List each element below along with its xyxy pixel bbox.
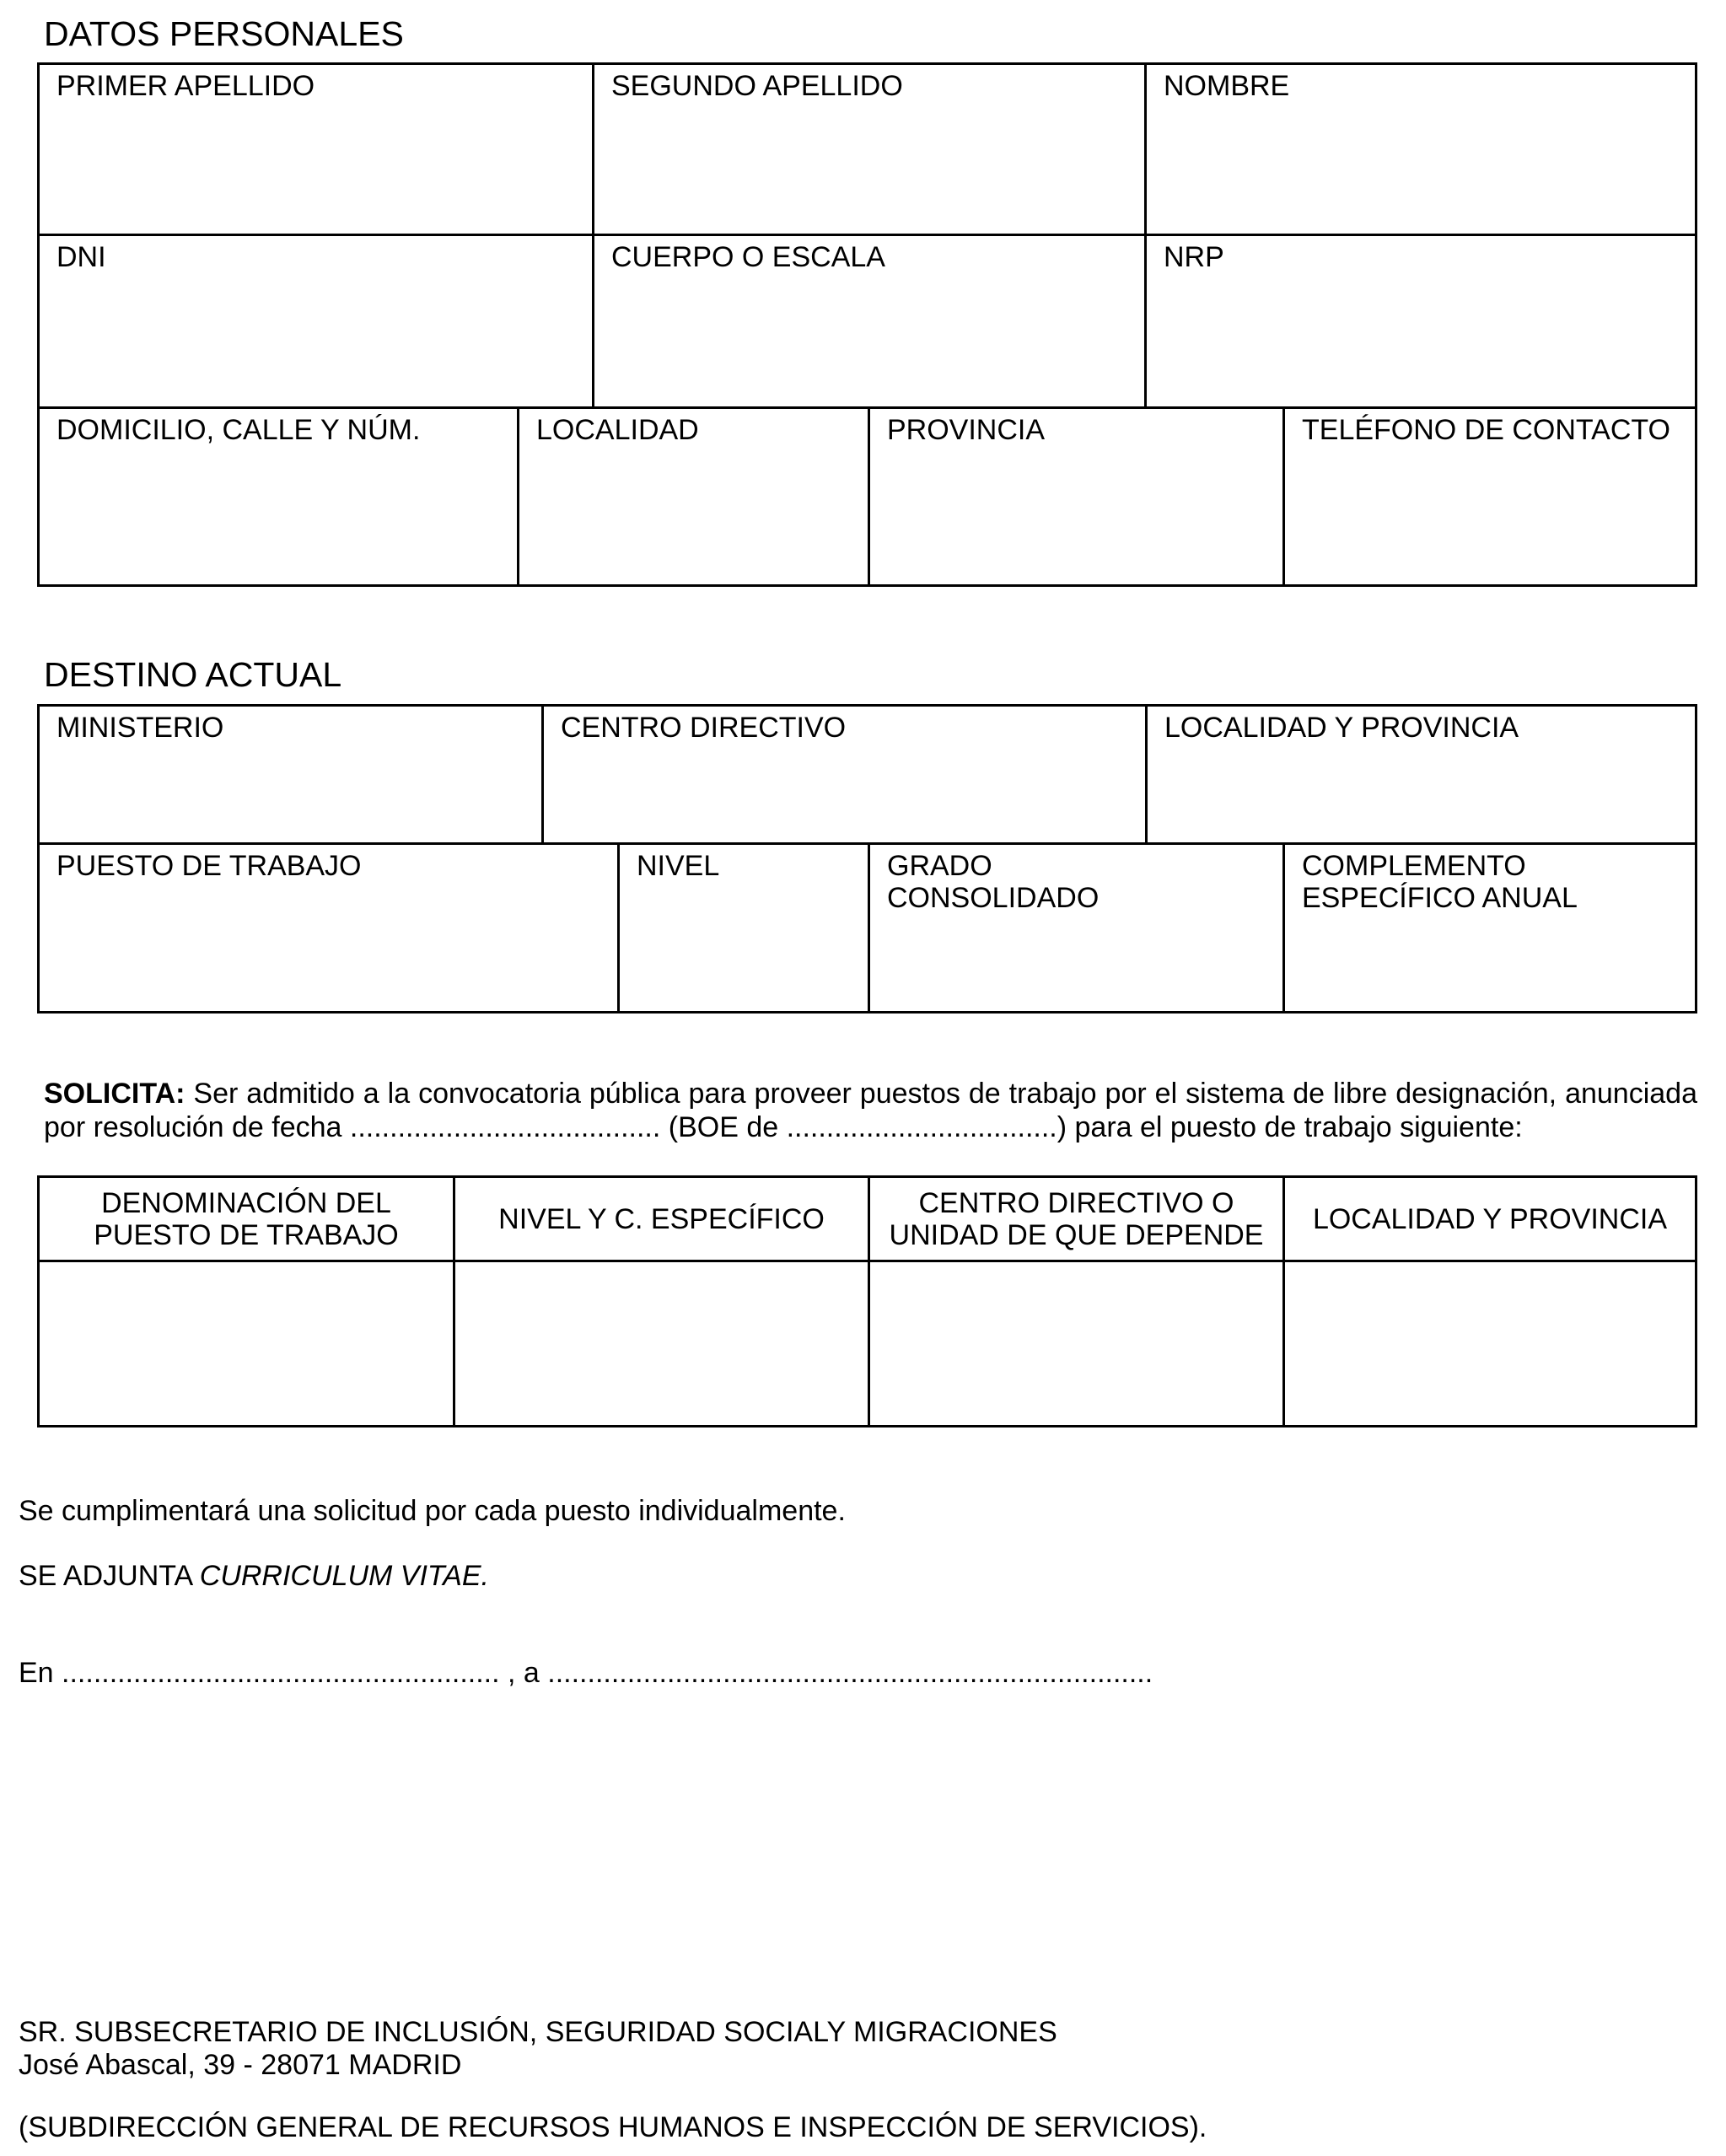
field-label: SEGUNDO APELLIDO bbox=[611, 70, 903, 102]
field-localidad-provincia[interactable] bbox=[1148, 707, 1695, 842]
note-cumplimentara: Se cumplimentará una solicitud por cada puesto individualmente. bbox=[19, 1495, 846, 1527]
header-text: NIVEL Y C. ESPECÍFICO bbox=[498, 1202, 825, 1235]
field-label: LOCALIDAD Y PROVINCIA bbox=[1164, 712, 1519, 744]
section-title-datos-personales: DATOS PERSONALES bbox=[44, 14, 404, 53]
field-centro-directivo[interactable] bbox=[544, 707, 1145, 842]
field-localidad[interactable] bbox=[519, 409, 868, 584]
field-nrp[interactable] bbox=[1147, 236, 1695, 406]
field-label: PROVINCIA bbox=[887, 414, 1046, 446]
field-label: NIVEL bbox=[637, 850, 720, 882]
header-text: LOCALIDAD Y PROVINCIA bbox=[1312, 1202, 1668, 1235]
column-header-nivel bbox=[455, 1178, 868, 1260]
field-label-line1: COMPLEMENTO bbox=[1302, 850, 1526, 882]
field-nivel[interactable] bbox=[620, 845, 868, 1011]
destino-actual-table bbox=[37, 704, 1697, 1013]
address: José Abascal, 39 - 28071 MADRID bbox=[19, 2049, 462, 2081]
adjunta-prefix: SE ADJUNTA bbox=[19, 1560, 200, 1592]
field-label: TELÉFONO DE CONTACTO bbox=[1302, 414, 1671, 446]
field-label-line2: CONSOLIDADO bbox=[887, 882, 1100, 914]
field-label: LOCALIDAD bbox=[536, 414, 699, 446]
adjunta-cv: CURRICULUM VITAE. bbox=[199, 1560, 489, 1592]
field-dni[interactable] bbox=[40, 236, 592, 406]
solicita-paragraph bbox=[44, 1077, 1697, 1144]
field-label: PUESTO DE TRABAJO bbox=[56, 850, 362, 882]
field-label-line1: GRADO bbox=[887, 850, 992, 882]
field-label: CENTRO DIRECTIVO bbox=[561, 712, 847, 744]
puesto-solicitado-table bbox=[37, 1175, 1697, 1427]
header-line1: CENTRO DIRECTIVO O bbox=[918, 1186, 1234, 1219]
input-nivel-especifico[interactable] bbox=[455, 1262, 868, 1425]
header-line2: UNIDAD DE QUE DEPENDE bbox=[889, 1218, 1264, 1251]
solicita-label: SOLICITA: bbox=[44, 1078, 186, 1110]
field-primer-apellido[interactable] bbox=[40, 65, 592, 234]
solicita-text: Ser admitido a la convocatoria pública para proveer puestos de trabajo por el sistema de libre designación, anunciada por resolución de fecha ....................................... (BOE de ..................................) para el puesto de trabajo siguiente: bbox=[44, 1078, 1697, 1143]
field-telefono[interactable] bbox=[1285, 409, 1695, 584]
field-label: DOMICILIO, CALLE Y NÚM. bbox=[56, 414, 421, 446]
field-label: DNI bbox=[56, 241, 106, 273]
addressee: SR. SUBSECRETARIO DE INCLUSIÓN, SEGURIDAD SOCIALY MIGRACIONES bbox=[19, 2016, 1057, 2048]
header-line1: DENOMINACIÓN DEL bbox=[101, 1186, 391, 1219]
field-label: PRIMER APELLIDO bbox=[56, 70, 315, 102]
subdireccion: (SUBDIRECCIÓN GENERAL DE RECURSOS HUMANOS E INSPECCIÓN DE SERVICIOS). bbox=[19, 2111, 1207, 2143]
field-label: NRP bbox=[1164, 241, 1224, 273]
column-header-denominacion bbox=[40, 1178, 453, 1260]
field-segundo-apellido[interactable] bbox=[594, 65, 1144, 234]
field-grado-consolidado[interactable] bbox=[870, 845, 1282, 1011]
place-date-line[interactable]: En ....................................................... , a ............................................................................ bbox=[19, 1657, 1153, 1689]
input-centro-directivo[interactable] bbox=[870, 1262, 1282, 1425]
header-line2: PUESTO DE TRABAJO bbox=[94, 1218, 399, 1251]
field-complemento-especifico[interactable] bbox=[1285, 845, 1695, 1011]
field-provincia[interactable] bbox=[870, 409, 1282, 584]
field-puesto-trabajo[interactable] bbox=[40, 845, 617, 1011]
column-header-localidad-provincia bbox=[1285, 1178, 1695, 1260]
field-label: MINISTERIO bbox=[56, 712, 224, 744]
column-header-centro-directivo bbox=[870, 1178, 1282, 1260]
note-adjunta bbox=[19, 1562, 489, 1590]
field-label: CUERPO O ESCALA bbox=[611, 241, 885, 273]
field-ministerio[interactable] bbox=[40, 707, 541, 842]
field-domicilio[interactable] bbox=[40, 409, 517, 584]
section-title-destino-actual: DESTINO ACTUAL bbox=[44, 655, 342, 694]
datos-personales-table bbox=[37, 62, 1697, 587]
input-localidad-provincia[interactable] bbox=[1285, 1262, 1695, 1425]
field-nombre[interactable] bbox=[1147, 65, 1695, 234]
field-label: NOMBRE bbox=[1164, 70, 1290, 102]
field-label-line2: ESPECÍFICO ANUAL bbox=[1302, 882, 1578, 914]
field-cuerpo-escala[interactable] bbox=[594, 236, 1144, 406]
input-denominacion[interactable] bbox=[40, 1262, 453, 1425]
